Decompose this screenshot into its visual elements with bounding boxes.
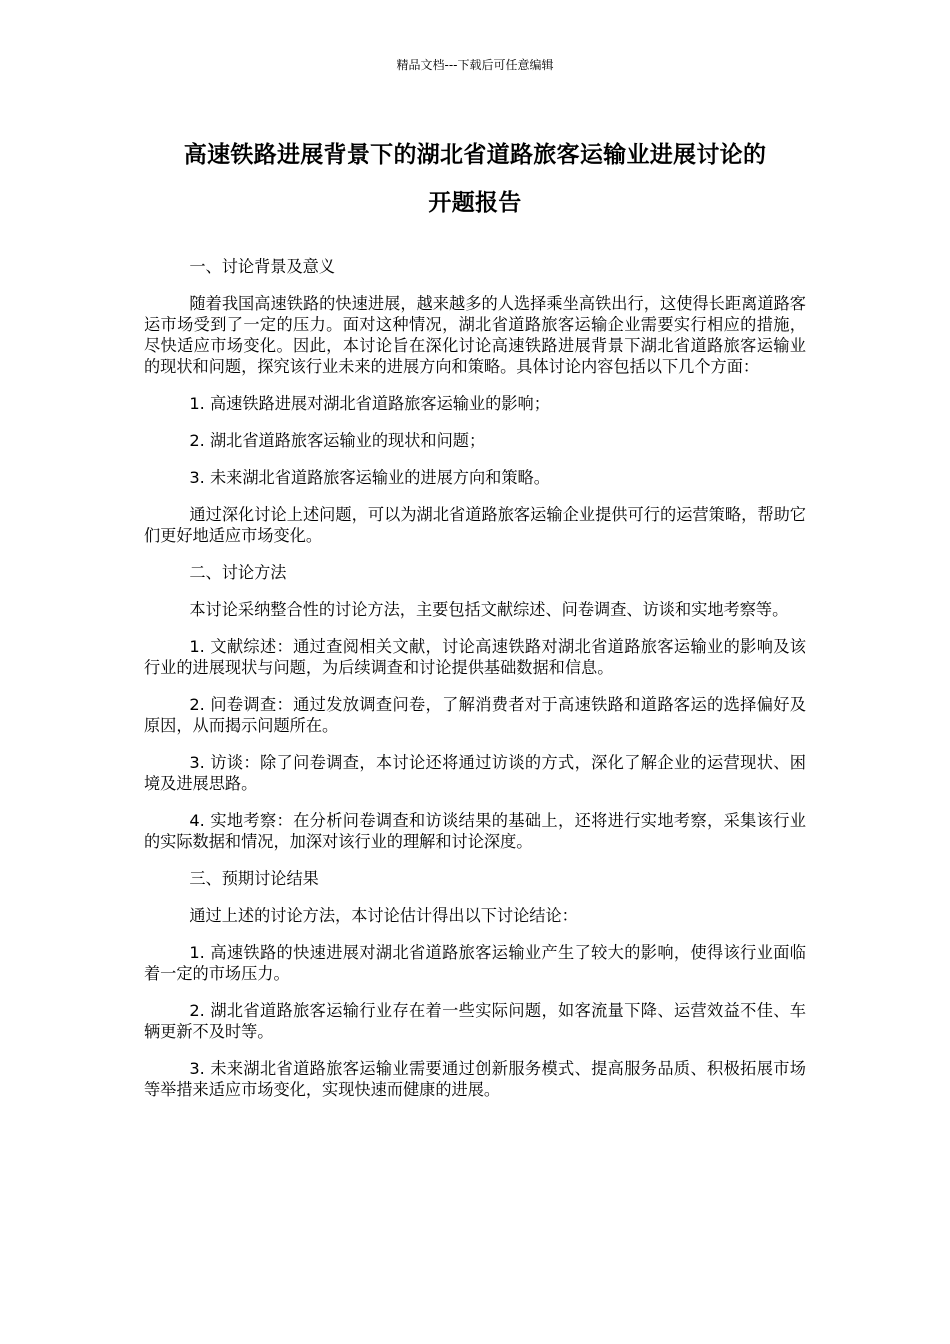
list-item: 1. 文献综述：通过查阅相关文献，讨论高速铁路对湖北省道路旅客运输业的影响及该行业的进展现状与问题，为后续调查和讨论提供基础数据和信息。 xyxy=(144,637,806,677)
title-line-2: 开题报告 xyxy=(428,190,522,216)
document-body xyxy=(144,256,806,1116)
section-heading-methods: 二、讨论方法 xyxy=(189,563,287,582)
title-line-1: 高速铁路进展背景下的湖北省道路旅客运输业进展讨论的 xyxy=(183,142,767,168)
section-heading-background: 一、讨论背景及意义 xyxy=(189,257,336,276)
document-title xyxy=(140,131,810,227)
list-item: 2. 湖北省道路旅客运输行业存在着一些实际问题，如客流量下降、运营效益不佳、车辆更新不及时等。 xyxy=(144,1001,806,1041)
list-item: 3. 访谈：除了问卷调查，本讨论还将通过访谈的方式，深化了解企业的运营现状、困境及进展思路。 xyxy=(144,753,806,793)
list-item: 2. 问卷调查：通过发放调查问卷，了解消费者对于高速铁路和道路客运的选择偏好及原因，从而揭示问题所在。 xyxy=(144,695,806,735)
paragraph-background: 随着我国高速铁路的快速进展，越来越多的人选择乘坐高铁出行，这使得长距离道路客运市场受到了一定的压力。面对这种情况，湖北省道路旅客运输企业需要实行相应的措施，尽快适应市场变化。因此，本讨论旨在深化讨论高速铁路进展背景下湖北省道路旅客运输业的现状和问题，探究该行业未来的进展方向和策略。具体讨论内容包括以下几个方面： xyxy=(144,294,806,376)
paragraph-summary: 通过深化讨论上述问题，可以为湖北省道路旅客运输企业提供可行的运营策略，帮助它们更好地适应市场变化。 xyxy=(144,505,806,545)
list-item: 3. 未来湖北省道路旅客运输业需要通过创新服务模式、提高服务品质、积极拓展市场等举措来适应市场变化，实现快速而健康的进展。 xyxy=(144,1059,806,1099)
page-header: 精品文档---下载后可任意编辑 xyxy=(396,58,554,72)
paragraph-methods: 本讨论采纳整合性的讨论方法，主要包括文献综述、问卷调查、访谈和实地考察等。 xyxy=(189,600,789,619)
list-item: 4. 实地考察：在分析问卷调查和访谈结果的基础上，还将进行实地考察，采集该行业的实际数据和情况，加深对该行业的理解和讨论深度。 xyxy=(144,811,806,851)
section-heading-results: 三、预期讨论结果 xyxy=(189,869,319,888)
list-item: 1. 高速铁路进展对湖北省道路旅客运输业的影响； xyxy=(189,394,550,413)
paragraph-results: 通过上述的讨论方法，本讨论估计得出以下讨论结论： xyxy=(189,906,578,925)
list-item: 3. 未来湖北省道路旅客运输业的进展方向和策略。 xyxy=(189,468,550,487)
list-item: 2. 湖北省道路旅客运输业的现状和问题； xyxy=(189,431,486,450)
list-item: 1. 高速铁路的快速进展对湖北省道路旅客运输业产生了较大的影响，使得该行业面临着一定的市场压力。 xyxy=(144,943,806,983)
